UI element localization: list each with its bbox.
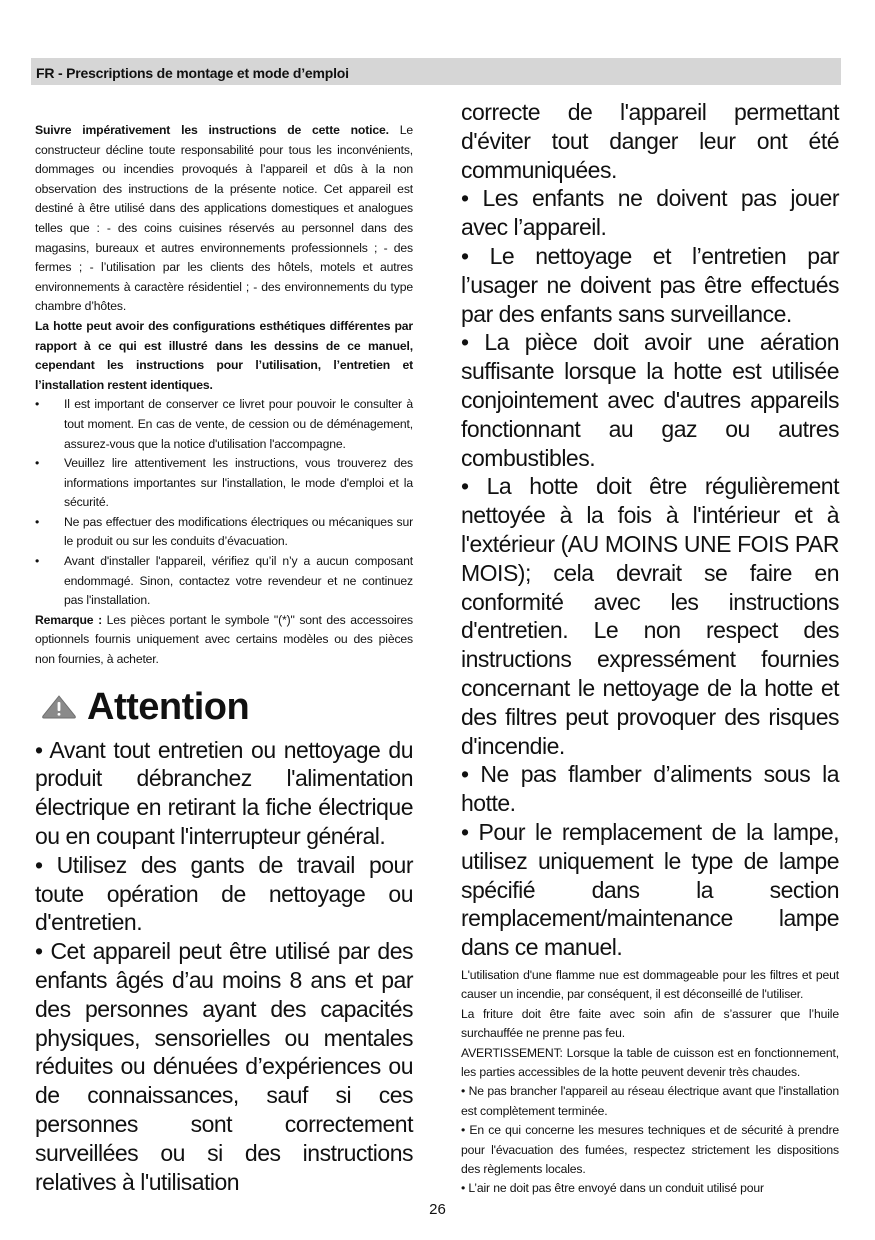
list-item-text: Veuillez lire attentivement les instructions, vous trouverez des informations importantes sur l'installation, le mode d'emploi et la sécurité. (64, 456, 413, 510)
design-note-text: La hotte peut avoir des configurations esthétiques différentes par rapport à ce qui est illustré dans les dessins de ce manuel, cependant les instructions pour l’utilisation, l’entretien et l’installation restent identiques. (35, 318, 413, 392)
section-header-title: FR - Prescriptions de montage et mode d’emploi (36, 65, 349, 81)
attention-heading (35, 684, 413, 730)
safety-paragraph: correcte de l'appareil permettant d'éviter tout danger leur ont été communiquées. (461, 99, 839, 183)
list-item (35, 513, 413, 552)
warning-icon (41, 695, 77, 719)
page-number: 26 (429, 1201, 446, 1218)
list-item-text: Ne pas effectuer des modifications électriques ou mécaniques sur le produit ou sur les conduits d’évacuation. (64, 514, 413, 549)
intro-text: Le constructeur décline toute responsabilité pour tous les inconvénients, dommages ou incendies provoqués à l’appareil et dûs à la non observation des instructions de la présente notice. Cet appareil est destiné à être utilisé dans des applications domestiques et analogues telles que : - des coins cuisines réservés au personnel dans des magasins, bureaux et autres environnements professionnels ; - des fermes ; - l’utilisation par les clients des hôtels, motels et autres environnements à caractère résidentiel ; - des environnements du type chambre d’hôtes. (35, 123, 413, 314)
right-column (461, 98, 839, 1199)
safety-paragraph: • Cet appareil peut être utilisé par des enfants âgés d’au moins 8 ans et par des personnes ayant des capacités physiques, sensorielles ou mentales réduites ou dénuées d’expériences ou de connaissances, sauf si ces personnes sont correctement surveillées ou si des instructions relatives à l'utilisation (35, 938, 413, 1195)
safety-paragraph: • Pour le remplacement de la lampe, utilisez uniquement le type de lampe spécifié dans la section remplacement/maintenance lampe dans ce manuel. (461, 818, 839, 961)
remark-label: Remarque : (35, 612, 102, 627)
bullet-symbol: • (35, 456, 40, 471)
remark-text: Les pièces portant le symbole "(*)" sont des accessoires optionnels fournis uniquement avec certains modèles ou des pièces non fournies, à acheter. (35, 612, 413, 667)
safety-paragraph: • Ne pas flamber d’aliments sous la hotte. (461, 761, 839, 817)
safety-paragraph: • Utilisez des gants de travail pour toute opération de nettoyage ou d'entretien. (35, 851, 413, 936)
additional-warnings (461, 966, 839, 1199)
bullet-symbol: • (35, 514, 40, 529)
list-item-text: Avant d'installer l'appareil, vérifiez qu’il n’y a aucun composant endommagé. Sinon, contactez votre revendeur et ne continuez pas l'installation. (64, 554, 413, 608)
attention-title: Attention (87, 685, 250, 728)
safety-paragraph: • La hotte doit être régulièrement nettoyée à la fois à l'intérieur et à l'extérieur (AU MOINS UNE FOIS PAR MOIS); cela devrait se faire en conformité avec les instructions d'entretien. Le non respect des instructions expressément fournies concernant le nettoyage de la hotte et des filtres peut provoquer des risques d'incendie. (461, 473, 839, 759)
warning-paragraph: La friture doit être faite avec soin afin de s’assurer que l’huile surchauffée ne prenne pas feu. (461, 1006, 839, 1041)
warning-paragraph: • En ce qui concerne les mesures techniques et de sécurité à prendre pour l'évacuation des fumées, respectez strictement les dispositions des règlements locales. (461, 1123, 839, 1176)
warning-paragraph: • L’air ne doit pas être envoyé dans un conduit utilisé pour (461, 1181, 764, 1196)
safety-paragraph: • Les enfants ne doivent pas jouer avec l’appareil. (461, 185, 839, 241)
remark-paragraph (35, 611, 413, 670)
list-item (35, 454, 413, 513)
bullet-symbol: • (35, 554, 40, 569)
left-column (35, 121, 413, 1196)
list-item (35, 395, 413, 454)
design-note (35, 317, 413, 395)
intro-paragraph (35, 121, 413, 317)
instructions-list (35, 395, 413, 611)
list-item (35, 552, 413, 611)
list-item-text: Il est important de conserver ce livret pour pouvoir le consulter à tout moment. En cas de vente, de cession ou de déménagement, assurez-vous que la notice d'utilisation l'accompagne. (64, 397, 413, 451)
section-header (31, 58, 841, 85)
intro-bold: Suivre impérativement les instructions de cette notice. (35, 123, 389, 137)
warning-paragraph: • Ne pas brancher l'appareil au réseau électrique avant que l'installation est complètement terminée. (461, 1084, 839, 1118)
bullet-symbol: • (35, 397, 40, 412)
safety-paragraph: • Avant tout entretien ou nettoyage du produit débranchez l'alimentation électrique en retirant la fiche électrique ou en coupant l'interrupteur général. (35, 736, 413, 850)
warning-paragraph: AVERTISSEMENT: Lorsque la table de cuisson est en fonctionnement, les parties accessibles de la hotte peuvent devenir très chaudes. (461, 1045, 839, 1079)
safety-paragraph: • Le nettoyage et l’entretien par l’usager ne doivent pas être effectués par des enfants sans surveillance. (461, 242, 839, 327)
warning-paragraph: L'utilisation d'une flamme nue est dommageable pour les filtres et peut causer un incendie, par conséquent, il est déconseillé de l'utiliser. (461, 967, 839, 1002)
safety-paragraph: • La pièce doit avoir une aération suffisante lorsque la hotte est utilisée conjointement avec d'autres appareils fonctionnant au gaz ou autres combustibles. (461, 329, 839, 471)
